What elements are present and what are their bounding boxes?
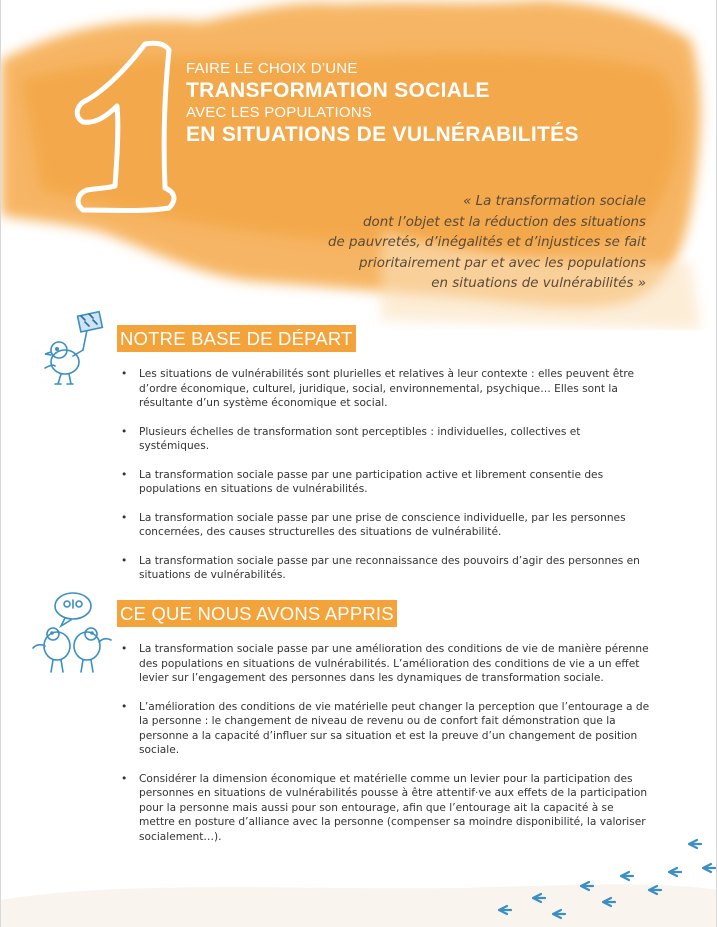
list-item: • La transformation sociale passe par une amélioration des conditions de vie de manière pérenne des populations en situations de vulnérabilités. L’amélioration des conditions de vie a un effet levier sur l’engagement des personnes dans les dynamiques de transformation sociale. <box>121 642 651 686</box>
list-item: • Les situations de vulnérabilités sont plurielles et relatives à leur contexte : elles peuvent être d’ordre économique, culturel, juridique, social, environnemental, psychique… Elles sont la résultante d’un système économique et social. <box>121 367 651 411</box>
footprint-arrows-icon <box>481 820 717 927</box>
pull-quote <box>328 192 646 295</box>
section-heading-ce-que-nous-avons-appris: CE QUE NOUS AVONS APPRIS <box>117 600 397 627</box>
bird-with-flag-icon <box>39 310 109 392</box>
list-item: • La transformation sociale passe par une reconnaissance des pouvoirs d’agir des personnes en situations de vulnérabilités. <box>121 554 651 583</box>
section-heading-base-de-depart: NOTRE BASE DE DÉPART <box>117 325 356 352</box>
quote-line: dont l’objet est la réduction des situations <box>363 214 646 230</box>
list-item: • Plusieurs échelles de transformation sont perceptibles : individuelles, collectives et systémiques. <box>121 425 651 454</box>
quote-line: prioritairement par et avec les populations <box>359 255 646 271</box>
title-line-1: FAIRE LE CHOIX D’UNE <box>186 60 358 77</box>
section-1-list <box>121 367 651 597</box>
svg-text:1: 1 <box>120 158 122 159</box>
chapter-title <box>186 60 579 148</box>
quote-line: de pauvretés, d’inégalités et d’injustices se fait <box>328 235 646 250</box>
quote-line: en situations de vulnérabilités » <box>431 276 646 291</box>
quote-line: « La transformation sociale <box>463 194 646 209</box>
chapter-number-1 <box>65 38 177 218</box>
list-item: • L’amélioration des conditions de vie matérielle peut changer la perception que l’entourage a de la personne : le changement de niveau de revenu ou de confort fait démonstration que la personne a la capacité d’influer sur sa situation et est la preuve d’un changement de position sociale. <box>121 700 651 758</box>
title-line-3: AVEC LES POPULATIONS <box>186 104 372 121</box>
title-line-4: EN SITUATIONS DE VULNÉRABILITÉS <box>186 123 579 146</box>
list-item: • Considérer la dimension économique et matérielle comme un levier pour la participation des personnes en situations de vulnérabilités pousse à être attentif·ve aux effets de la participation pour la personne mais aussi pour son entourage, afin que l’entourage ait la capacité à se mettre en posture d’alliance avec la personne (compenser sa moindre disponibilité, la valoriser socialement…). <box>121 772 651 845</box>
birds-with-speech-bubble-icon <box>29 588 113 680</box>
title-line-2: TRANSFORMATION SOCIALE <box>186 79 490 102</box>
list-item: • La transformation sociale passe par une prise de conscience individuelle, par les personnes concernées, des causes structurelles des situations de vulnérabilité. <box>121 511 651 540</box>
list-item: • La transformation sociale passe par une participation active et librement consentie des populations en situations de vulnérabilités. <box>121 468 651 497</box>
